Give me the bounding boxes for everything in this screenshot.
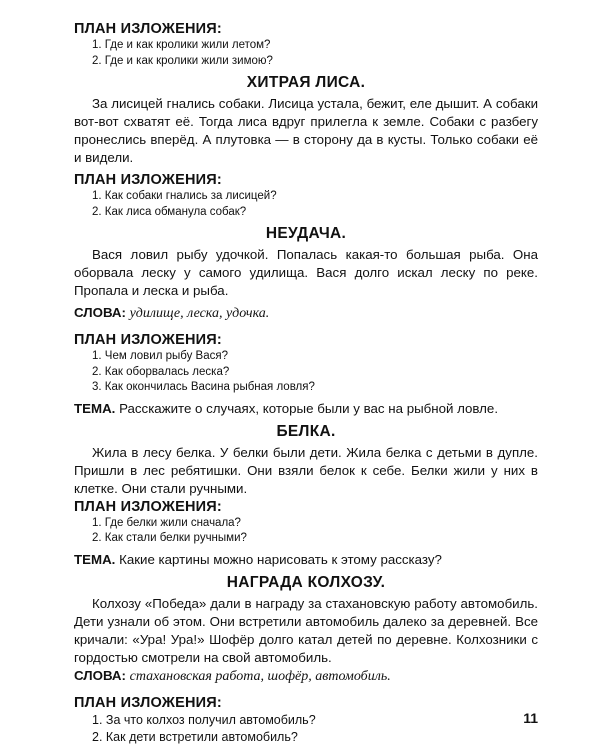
words-label: СЛОВА: — [74, 305, 126, 320]
topic-text: Какие картины можно нарисовать к этому рассказу? — [119, 551, 442, 567]
topic-label: ТЕМА. — [74, 400, 116, 416]
story-title-squirrel: БЕЛКА. — [276, 422, 336, 440]
topic-text: Расскажите о случаях, которые были у вас на рыбной ловле. — [119, 400, 499, 416]
plan-item: 2. Как дети встретили автомобиль? — [92, 729, 298, 744]
story-text-squirrel: Жила в лесу белка. У белки были дети. Жила белка с детьми в дупле. Пришли в лес ребятишки. Они взяли белок к себе. Белки жили у них в клетке. Они стали ручными. — [74, 444, 538, 496]
words-line — [74, 304, 538, 323]
plan-heading: ПЛАН ИЗЛОЖЕНИЯ: — [74, 172, 222, 188]
story-text-reward: Колхозу «Победа» дали в награду за стахановскую работу автомобиль. Дети узнали об этом. Они встретили автомобиль далеко за деревней. Все кричали: «Ура! Ура!» Шофёр долго катал детей по деревне. Колхозники с гордостью смотрели на свой автомобиль. — [74, 595, 538, 665]
plan-item: 2. Где и как кролики жили зимою? — [92, 54, 273, 67]
plan-item: 1. Где и как кролики жили летом? — [92, 39, 271, 51]
story-text-failure: Вася ловил рыбу удочкой. Попалась какая-то большая рыба. Она оборвала леску у самого удилища. Вася долго искал леску по реке. Пропала и леска и рыба. — [74, 247, 538, 298]
story-title-failure: НЕУДАЧА. — [265, 225, 347, 242]
words-label: СЛОВА: — [74, 667, 126, 683]
plan-list-reward — [92, 712, 538, 746]
plan-list-squirrel — [92, 516, 538, 547]
plan-item: 1. За что колхоз получил автомобиль? — [92, 712, 316, 727]
words-list: удилище, леска, удочка. — [129, 306, 270, 321]
plan-item: 2. Как лиса обманула собак? — [92, 205, 247, 218]
plan-list-failure — [92, 349, 538, 396]
topic-line — [74, 400, 538, 418]
plan-heading: ПЛАН ИЗЛОЖЕНИЯ: — [74, 332, 222, 348]
words-line — [74, 667, 538, 686]
story-title-reward: НАГРАДА КОЛХОЗУ. — [226, 573, 386, 591]
plan-item: 3. Как окончилась Васина рыбная ловля? — [92, 381, 315, 393]
plan-heading: ПЛАН ИЗЛОЖЕНИЯ: — [74, 498, 222, 515]
plan-list-rabbits — [92, 38, 538, 69]
plan-item: 1. Где белки жили сначала? — [92, 516, 241, 529]
story-title-fox: ХИТРАЯ ЛИСА. — [246, 74, 366, 91]
words-list: стахановская работа, шофёр, автомобиль. — [129, 668, 391, 684]
story-text-fox: За лисицей гнались собаки. Лисица устала, бежит, еле дышит. А собаки вот-вот схватят её. Тогда лиса вдруг прилегла к земле. Собаки с разбегу пронеслись вперёд. А плутовка — в сторону да в кусты. Только собаки её и видели. — [74, 96, 538, 165]
page-number: 11 — [523, 710, 538, 726]
plan-item: 2. Как стали белки ручными? — [92, 532, 247, 544]
topic-line — [74, 551, 538, 569]
topic-label: ТЕМА. — [74, 551, 116, 567]
plan-item: 1. Чем ловил рыбу Вася? — [92, 350, 229, 362]
plan-item: 2. Как оборвалась леска? — [92, 365, 230, 378]
plan-list-fox — [92, 189, 538, 220]
plan-heading: ПЛАН ИЗЛОЖЕНИЯ: — [74, 694, 222, 711]
plan-heading: ПЛАН ИЗЛОЖЕНИЯ: — [74, 21, 222, 37]
plan-item: 1. Как собаки гнались за лисицей? — [92, 190, 277, 202]
